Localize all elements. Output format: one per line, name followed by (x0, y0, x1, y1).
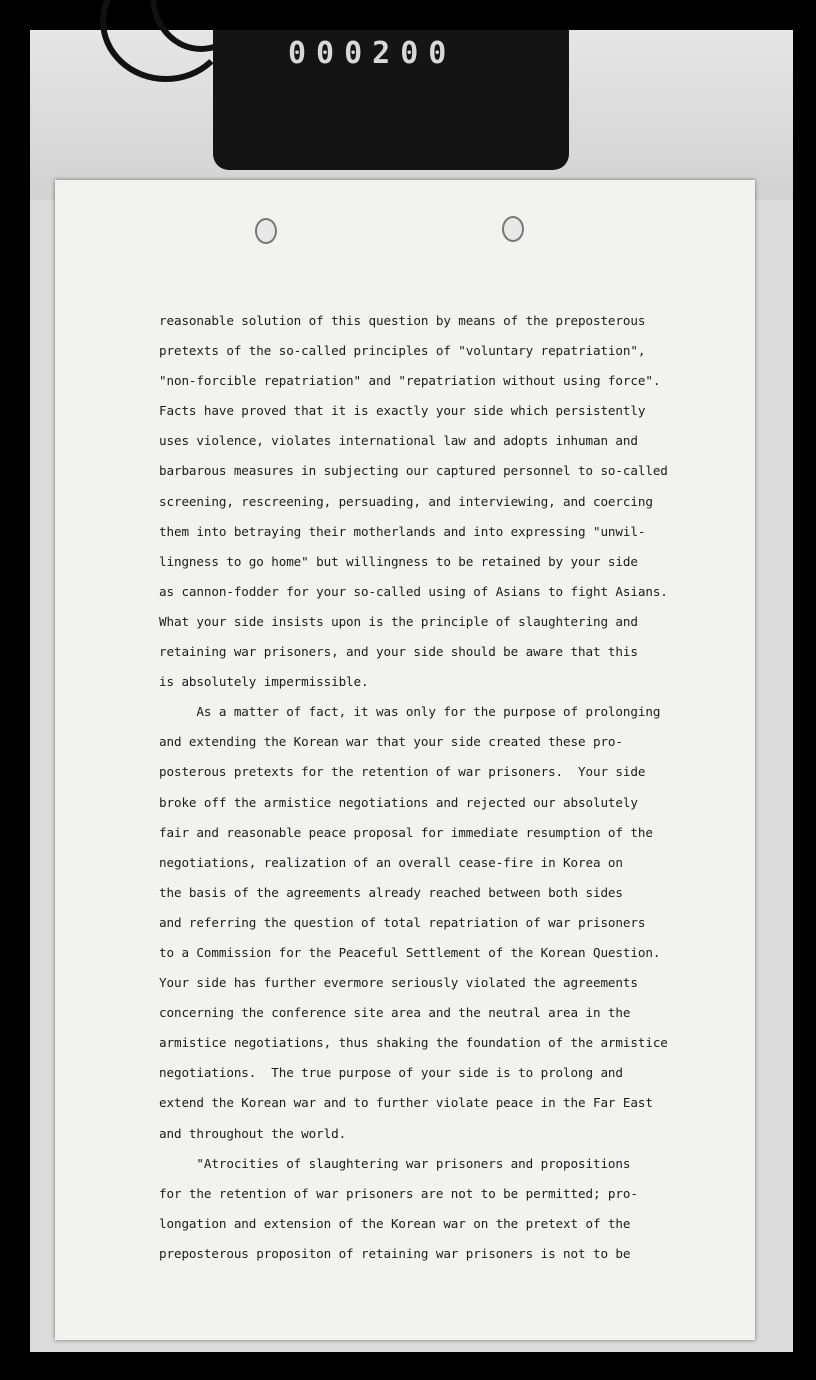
paragraph (159, 1149, 679, 1269)
document-page (55, 180, 755, 1340)
text-line: reasonable solution of this question by means of the preposterous (159, 313, 646, 328)
text-line: broke off the armistice negotiations and rejected our absolutely (159, 794, 638, 810)
text-line: preposterous propositon of retaining war prisoners is not to be (159, 1245, 631, 1261)
text-line: extend the Korean war and to further violate peace in the Far East (159, 1095, 653, 1111)
text-line: "non-forcible repatriation" and "repatriation without using force". (159, 373, 661, 389)
text-line: as cannon-fodder for your so-called using of Asians to fight Asians. (159, 583, 668, 599)
text-line: and referring the question of total repatriation of war prisoners (159, 914, 646, 930)
text-line: fair and reasonable peace proposal for immediate resumption of the (159, 824, 653, 840)
text-line: is absolutely impermissible. (159, 674, 369, 690)
punch-hole (502, 216, 524, 242)
text-line: them into betraying their motherlands and into expressing "unwil- (159, 523, 646, 539)
text-line: Facts have proved that it is exactly your side which persistently (159, 403, 646, 419)
document-body (159, 306, 679, 1269)
frame-counter (213, 30, 569, 170)
text-line: posterous pretexts for the retention of war prisoners. Your side (159, 764, 646, 780)
text-line: negotiations. The true purpose of your side is to prolong and (159, 1065, 623, 1081)
punch-hole (255, 218, 277, 244)
text-line: concerning the conference site area and the neutral area in the (159, 1005, 631, 1021)
text-line: What your side insists upon is the principle of slaughtering and (159, 613, 638, 629)
text-line: As a matter of fact, it was only for the purpose of prolonging (159, 704, 661, 720)
text-line: "Atrocities of slaughtering war prisoners and propositions (159, 1155, 631, 1171)
paragraph (159, 306, 679, 697)
paragraph (159, 697, 679, 1148)
text-line: pretexts of the so-called principles of "voluntary repatriation", (159, 343, 646, 359)
text-line: lingness to go home" but willingness to be retained by your side (159, 553, 638, 569)
text-line: armistice negotiations, thus shaking the foundation of the armistice (159, 1035, 668, 1051)
text-line: longation and extension of the Korean war on the pretext of the (159, 1215, 631, 1231)
text-line: to a Commission for the Peaceful Settlement of the Korean Question. (159, 944, 661, 960)
text-line: the basis of the agreements already reached between both sides (159, 884, 623, 900)
text-line: and extending the Korean war that your side created these pro- (159, 734, 623, 750)
text-line: and throughout the world. (159, 1125, 347, 1141)
text-line: Your side has further evermore seriously violated the agreements (159, 975, 638, 991)
text-line: barbarous measures in subjecting our captured personnel to so-called (159, 463, 668, 479)
frame-counter-digits: 000200 (288, 36, 457, 71)
text-line: for the retention of war prisoners are not to be permitted; pro- (159, 1185, 638, 1201)
text-line: retaining war prisoners, and your side should be aware that this (159, 644, 638, 660)
text-line: uses violence, violates international law and adopts inhuman and (159, 433, 638, 449)
text-line: screening, rescreening, persuading, and interviewing, and coercing (159, 493, 653, 509)
text-line: negotiations, realization of an overall cease-fire in Korea on (159, 854, 623, 870)
